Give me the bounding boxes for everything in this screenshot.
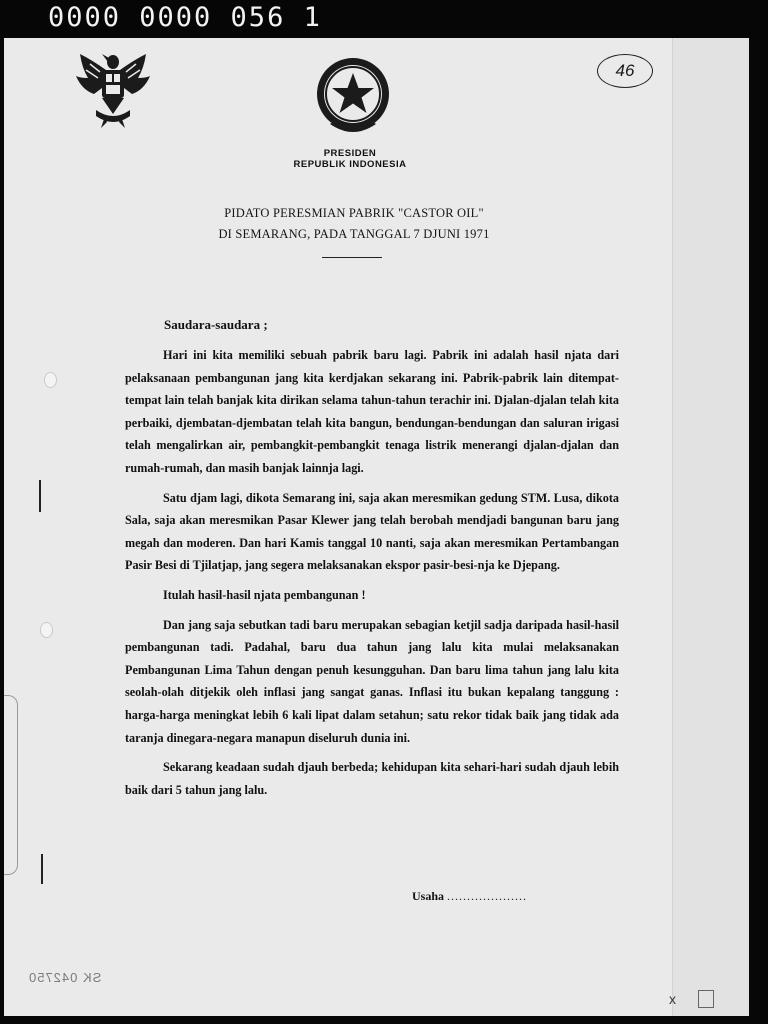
presidential-seal-icon xyxy=(310,54,396,138)
continuation-marker xyxy=(412,889,527,904)
speech-title xyxy=(154,203,554,245)
letterhead-line-2: REPUBLIK INDONESIA xyxy=(293,159,407,170)
page-edge-shadow xyxy=(672,38,749,1016)
title-underline xyxy=(322,257,382,258)
punch-hole xyxy=(44,372,57,388)
speech-body xyxy=(125,344,619,808)
continuation-label: Usaha xyxy=(412,889,445,903)
letterhead-line-1: PRESIDEN xyxy=(323,148,377,159)
film-frame-code: 0000 0000 056 1 xyxy=(48,2,322,33)
paragraph-5: Sekarang keadaan sudah djauh berbeda; kehidupan kita sehari-hari sudah djauh lebih baik dari 5 tahun jang lalu. xyxy=(125,760,619,797)
corner-box-mark xyxy=(698,990,714,1008)
paragraph-1: Hari ini kita memiliki sebuah pabrik baru lagi. Pabrik ini adalah hasil njata dari pelaksanaan pembangunan jang kita kerdjakan sekarang ini. Pabrik-pabrik lain ditempat-tempat lain telah banjak kita dirikan selama tahun-tahun terachir ini. Djalan-djalan telah kita perbaiki, djembatan-djembatan telah kita bangun, bendungan-bendungan dan saluran irigasi telah mengalirkan air, pembangkit-pembangkit tenaga listrik menerangi djalan-djalan dan rumah-rumah, dan masih banjak lainnja lagi. xyxy=(125,348,619,475)
paragraph-3: Itulah hasil-hasil njata pembangunan ! xyxy=(163,587,366,602)
corner-x-mark: x xyxy=(669,991,676,1007)
margin-mark xyxy=(41,854,43,884)
garuda-emblem-icon xyxy=(72,48,154,132)
paragraph-4: Dan jang saja sebutkan tadi baru merupakan sebagian ketjil sadja daripada hasil-hasil pembangunan tadi. Padahal, baru dua tahun jang lalu kita mulai melaksanakan Pembangunan Lima Tahun dengan penuh kesungguhan. Dan baru lima tahun jang lalu kita seolah-olah ditjekik oleh inflasi jang sangat ganas. Inflasi itu bukan kepalang tanggung : harga-harga meningkat lebih 6 kali lipat dalam setahun; satu rekor tidak baik jang tidak ada taranja dinegara-negara manapun diseluruh dunia ini. xyxy=(125,617,619,745)
archive-stamp: SK 042750 xyxy=(28,970,102,985)
salutation: Saudara-saudara ; xyxy=(164,317,268,332)
continuation-dots: .................... xyxy=(447,889,528,903)
letterhead xyxy=(250,148,450,170)
speech-title-line-1: PIDATO PERESMIAN PABRIK "CASTOR OIL" xyxy=(224,206,484,220)
paragraph-2: Satu djam lagi, dikota Semarang ini, saja akan meresmikan gedung STM. Lusa, dikota Sala, saja akan meresmikan Pasar Klewer jang telah berobah mendjadi bangunan baru jang megah dan moderen. Dan hari Kamis tanggal 10 nanti, saja akan meresmikan Pertambangan Pasir Besi di Tjilatjap, jang segera melaksanakan ekspor pasir-besi-nja ke Djepang. xyxy=(125,490,619,573)
microfilm-header xyxy=(0,0,768,38)
binder-tab xyxy=(4,695,18,875)
margin-mark xyxy=(39,480,41,512)
punch-hole xyxy=(40,622,53,638)
document-page xyxy=(4,38,749,1016)
speech-title-line-2: DI SEMARANG, PADA TANGGAL 7 DJUNI 1971 xyxy=(218,227,490,241)
handwritten-page-number: 46 xyxy=(597,54,653,88)
